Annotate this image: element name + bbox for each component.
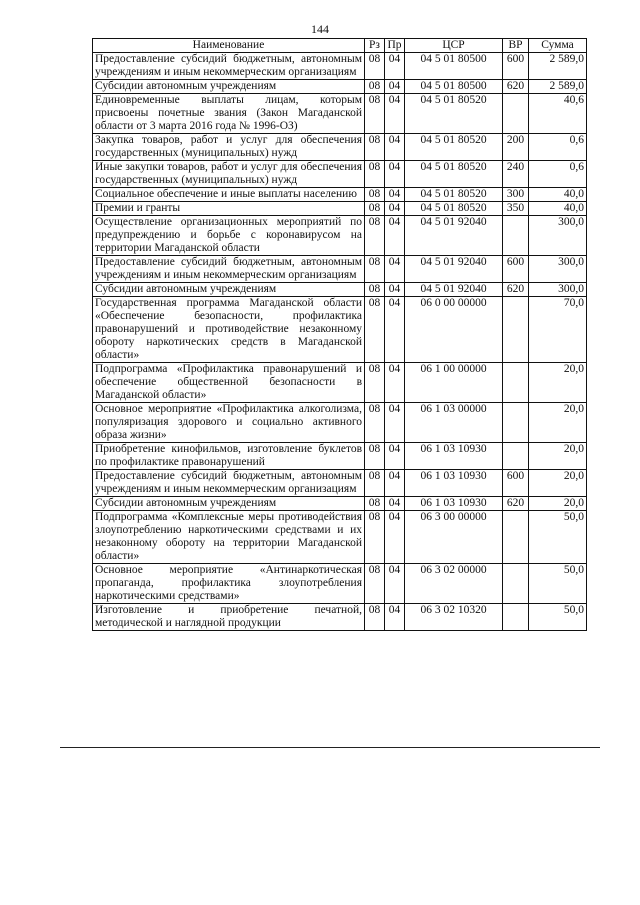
cell-pr: 04: [385, 497, 405, 511]
cell-csr: 06 1 03 10930: [405, 470, 503, 497]
cell-vr: [503, 511, 529, 564]
cell-vr: 350: [503, 202, 529, 216]
table-row: [93, 283, 587, 297]
cell-name: Субсидии автономным учреждениям: [93, 497, 365, 511]
table-row: [93, 202, 587, 216]
cell-pr: 04: [385, 511, 405, 564]
cell-rz: 08: [365, 134, 385, 161]
cell-pr: 04: [385, 80, 405, 94]
cell-rz: 08: [365, 216, 385, 256]
cell-csr: 06 3 02 00000: [405, 564, 503, 604]
cell-vr: [503, 94, 529, 134]
cell-name: Социальное обеспечение и иные выплаты населению: [93, 188, 365, 202]
table-row: [93, 80, 587, 94]
cell-vr: 600: [503, 53, 529, 80]
cell-csr: 06 0 00 00000: [405, 297, 503, 363]
cell-csr: 06 1 03 00000: [405, 403, 503, 443]
cell-sum: 0,6: [529, 134, 587, 161]
table-row: [93, 297, 587, 363]
cell-sum: 20,0: [529, 497, 587, 511]
table-row: [93, 53, 587, 80]
cell-pr: 04: [385, 216, 405, 256]
cell-rz: 08: [365, 497, 385, 511]
cell-name: Предоставление субсидий бюджетным, автономным учреждениям и иным некоммерческим организациям: [93, 256, 365, 283]
cell-rz: 08: [365, 403, 385, 443]
table-body: [93, 53, 587, 631]
cell-vr: [503, 363, 529, 403]
cell-csr: 06 1 00 00000: [405, 363, 503, 403]
cell-name: Премии и гранты: [93, 202, 365, 216]
table-row: [93, 443, 587, 470]
cell-sum: 40,0: [529, 202, 587, 216]
cell-name: Государственная программа Магаданской области «Обеспечение безопасности, профилактика правонарушений и противодействие незаконному обороту наркотических средств в Магаданской области»: [93, 297, 365, 363]
cell-name: Основное мероприятие «Антинаркотическая пропаганда, профилактика злоупотребления наркотическими средствами»: [93, 564, 365, 604]
cell-vr: 200: [503, 134, 529, 161]
cell-vr: 240: [503, 161, 529, 188]
table-row: [93, 256, 587, 283]
header-vr: ВР: [503, 39, 529, 53]
cell-rz: 08: [365, 94, 385, 134]
cell-pr: 04: [385, 188, 405, 202]
cell-pr: 04: [385, 202, 405, 216]
cell-rz: 08: [365, 53, 385, 80]
cell-name: Изготовление и приобретение печатной, методической и наглядной продукции: [93, 604, 365, 631]
cell-pr: 04: [385, 94, 405, 134]
cell-csr: 06 3 00 00000: [405, 511, 503, 564]
cell-name: Приобретение кинофильмов, изготовление буклетов по профилактике правонарушений: [93, 443, 365, 470]
cell-sum: 70,0: [529, 297, 587, 363]
cell-name: Закупка товаров, работ и услуг для обеспечения государственных (муниципальных) нужд: [93, 134, 365, 161]
cell-pr: 04: [385, 564, 405, 604]
cell-rz: 08: [365, 256, 385, 283]
cell-name: Осуществление организационных мероприятий по предупреждению и борьбе с коронавирусом на территории Магаданской области: [93, 216, 365, 256]
header-pr: Пр: [385, 39, 405, 53]
cell-sum: 20,0: [529, 403, 587, 443]
header-csr: ЦСР: [405, 39, 503, 53]
cell-csr: 04 5 01 80520: [405, 94, 503, 134]
table-row: [93, 94, 587, 134]
cell-sum: 20,0: [529, 363, 587, 403]
cell-vr: [503, 604, 529, 631]
cell-vr: [503, 216, 529, 256]
header-rz: Рз: [365, 39, 385, 53]
cell-vr: 300: [503, 188, 529, 202]
page-number: 144: [311, 22, 329, 36]
cell-pr: 04: [385, 363, 405, 403]
cell-name: Предоставление субсидий бюджетным, автономным учреждениям и иным некоммерческим организациям: [93, 53, 365, 80]
cell-vr: 620: [503, 80, 529, 94]
cell-csr: 04 5 01 92040: [405, 216, 503, 256]
table-row: [93, 134, 587, 161]
cell-csr: 04 5 01 92040: [405, 256, 503, 283]
cell-sum: 2 589,0: [529, 53, 587, 80]
cell-vr: 600: [503, 470, 529, 497]
cell-vr: [503, 564, 529, 604]
cell-csr: 04 5 01 92040: [405, 283, 503, 297]
table-row: [93, 216, 587, 256]
cell-vr: [503, 297, 529, 363]
bottom-rule: [60, 747, 600, 748]
cell-vr: 620: [503, 497, 529, 511]
table-row: [93, 511, 587, 564]
cell-pr: 04: [385, 604, 405, 631]
table-row: [93, 161, 587, 188]
cell-pr: 04: [385, 283, 405, 297]
cell-rz: 08: [365, 297, 385, 363]
budget-table: [92, 38, 587, 631]
cell-rz: 08: [365, 161, 385, 188]
cell-pr: 04: [385, 443, 405, 470]
cell-sum: 300,0: [529, 256, 587, 283]
cell-sum: 40,6: [529, 94, 587, 134]
table-row: [93, 497, 587, 511]
cell-rz: 08: [365, 564, 385, 604]
table-row: [93, 188, 587, 202]
cell-rz: 08: [365, 363, 385, 403]
cell-rz: 08: [365, 202, 385, 216]
cell-csr: 06 1 03 10930: [405, 497, 503, 511]
cell-sum: 20,0: [529, 470, 587, 497]
cell-vr: 600: [503, 256, 529, 283]
cell-pr: 04: [385, 256, 405, 283]
table-row: [93, 470, 587, 497]
cell-csr: 04 5 01 80520: [405, 161, 503, 188]
cell-vr: [503, 403, 529, 443]
header-name: Наименование: [93, 39, 365, 53]
cell-sum: 300,0: [529, 283, 587, 297]
cell-csr: 04 5 01 80520: [405, 188, 503, 202]
cell-sum: 20,0: [529, 443, 587, 470]
cell-rz: 08: [365, 443, 385, 470]
cell-sum: 40,0: [529, 188, 587, 202]
cell-pr: 04: [385, 134, 405, 161]
cell-name: Единовременные выплаты лицам, которым присвоены почетные звания (Закон Магаданской области от 3 марта 2016 года № 1996-ОЗ): [93, 94, 365, 134]
table-row: [93, 403, 587, 443]
cell-csr: 04 5 01 80520: [405, 202, 503, 216]
cell-name: Подпрограмма «Комплексные меры противодействия злоупотреблению наркотическими средствами и их незаконному обороту на территории Магаданской области»: [93, 511, 365, 564]
cell-pr: 04: [385, 161, 405, 188]
cell-sum: 0,6: [529, 161, 587, 188]
cell-name: Субсидии автономным учреждениям: [93, 283, 365, 297]
cell-rz: 08: [365, 470, 385, 497]
cell-sum: 50,0: [529, 511, 587, 564]
cell-rz: 08: [365, 283, 385, 297]
cell-rz: 08: [365, 80, 385, 94]
cell-rz: 08: [365, 604, 385, 631]
cell-sum: 2 589,0: [529, 80, 587, 94]
table-header: [93, 39, 587, 53]
cell-csr: 04 5 01 80520: [405, 134, 503, 161]
cell-pr: 04: [385, 297, 405, 363]
cell-pr: 04: [385, 403, 405, 443]
cell-name: Иные закупки товаров, работ и услуг для обеспечения государственных (муниципальных) нужд: [93, 161, 365, 188]
cell-rz: 08: [365, 188, 385, 202]
cell-csr: 06 3 02 10320: [405, 604, 503, 631]
header-row: [93, 39, 587, 53]
table-row: [93, 604, 587, 631]
cell-name: Основное мероприятие «Профилактика алкоголизма, популяризация здорового и социально активного образа жизни»: [93, 403, 365, 443]
cell-name: Подпрограмма «Профилактика правонарушений и обеспечение общественной безопасности в Магаданской области»: [93, 363, 365, 403]
cell-sum: 50,0: [529, 604, 587, 631]
cell-name: Субсидии автономным учреждениям: [93, 80, 365, 94]
cell-csr: 04 5 01 80500: [405, 80, 503, 94]
cell-vr: [503, 443, 529, 470]
cell-name: Предоставление субсидий бюджетным, автономным учреждениям и иным некоммерческим организациям: [93, 470, 365, 497]
table-row: [93, 363, 587, 403]
cell-pr: 04: [385, 53, 405, 80]
table-row: [93, 564, 587, 604]
cell-vr: 620: [503, 283, 529, 297]
cell-csr: 06 1 03 10930: [405, 443, 503, 470]
header-sum: Сумма: [529, 39, 587, 53]
cell-csr: 04 5 01 80500: [405, 53, 503, 80]
cell-rz: 08: [365, 511, 385, 564]
cell-pr: 04: [385, 470, 405, 497]
cell-sum: 50,0: [529, 564, 587, 604]
cell-sum: 300,0: [529, 216, 587, 256]
